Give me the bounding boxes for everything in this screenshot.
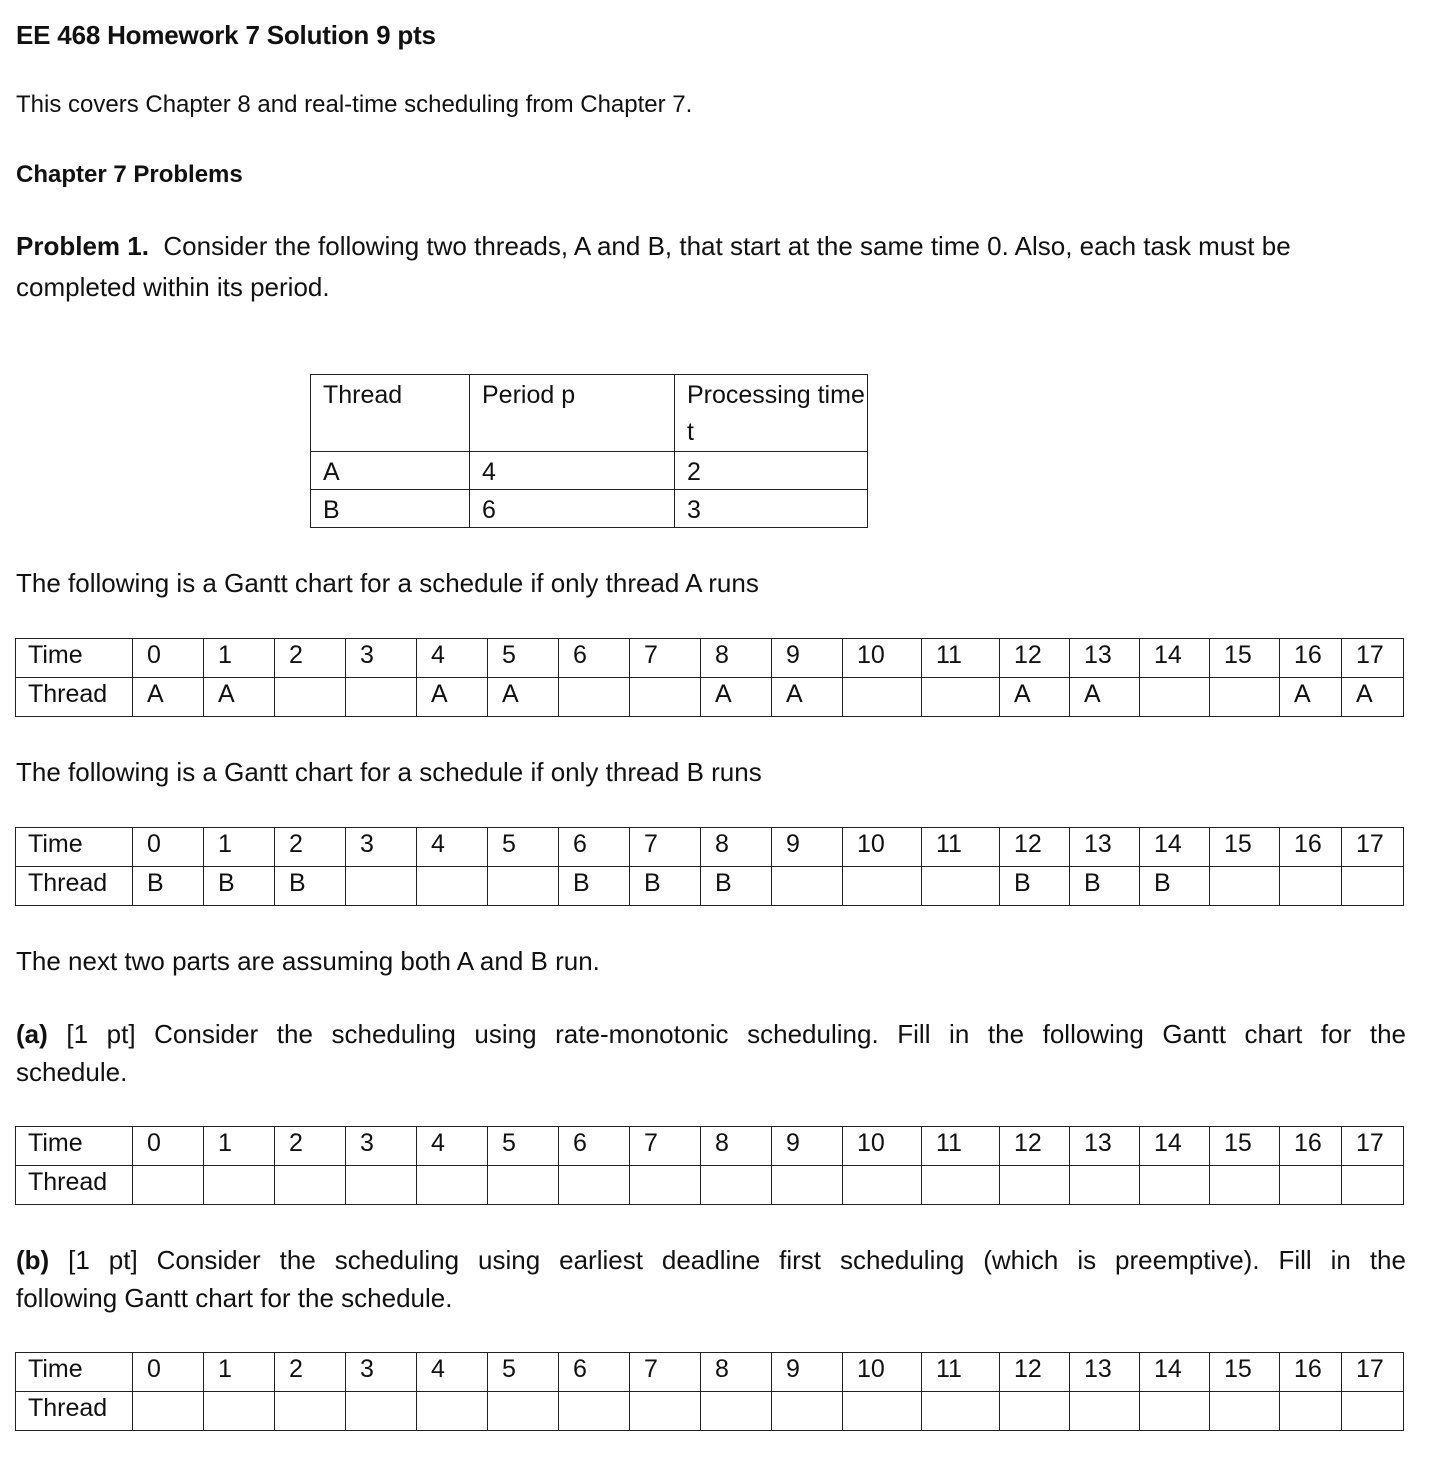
thread-cell[interactable]	[701, 1392, 772, 1431]
header-processing-time: Processing time t	[675, 375, 868, 452]
part-a-body-continued: schedule.	[16, 1057, 128, 1087]
thread-cell	[346, 678, 417, 717]
time-cell: 3	[346, 828, 417, 867]
time-cell: 4	[417, 639, 488, 678]
thread-cell: A	[204, 678, 275, 717]
part-b-body-continued: following Gantt chart for the schedule.	[16, 1283, 453, 1313]
time-cell: 8	[701, 639, 772, 678]
thread-cell[interactable]	[417, 1166, 488, 1205]
thread-cell	[346, 867, 417, 906]
cell-thread: B	[311, 490, 470, 528]
gantt-table	[15, 638, 1404, 717]
thread-cell[interactable]	[1342, 1166, 1404, 1205]
time-cell: 13	[1070, 828, 1140, 867]
both-run-note: The next two parts are assuming both A and B run.	[16, 946, 600, 976]
row-label-time: Time	[16, 828, 133, 867]
cell-period: 6	[470, 490, 675, 528]
time-cell: 5	[488, 1127, 559, 1166]
thread-cell: B	[1000, 867, 1070, 906]
time-cell: 0	[133, 639, 204, 678]
time-cell: 16	[1280, 1127, 1342, 1166]
thread-cell	[1210, 867, 1280, 906]
thread-cell: A	[701, 678, 772, 717]
row-label-time: Time	[16, 639, 133, 678]
thread-cell: B	[1070, 867, 1140, 906]
thread-cell[interactable]	[559, 1392, 630, 1431]
cell-time: 2	[675, 452, 868, 490]
thread-cell[interactable]	[133, 1166, 204, 1205]
header-period: Period p	[470, 375, 675, 452]
part-b-body: [1 pt] Consider the scheduling using earliest deadline first scheduling (which is preemptive). Fill in the	[68, 1245, 1406, 1275]
time-cell: 17	[1342, 1353, 1404, 1392]
thread-cell[interactable]	[630, 1166, 701, 1205]
row-label-time: Time	[16, 1127, 133, 1166]
thread-cell	[922, 867, 1000, 906]
thread-cell[interactable]	[417, 1392, 488, 1431]
thread-cell	[1280, 867, 1342, 906]
thread-cell: A	[1070, 678, 1140, 717]
thread-cell[interactable]	[488, 1392, 559, 1431]
part-a-label: (a)	[16, 1019, 48, 1049]
thread-cell[interactable]	[843, 1392, 922, 1431]
time-cell: 2	[275, 1127, 346, 1166]
row-label-thread: Thread	[16, 678, 133, 717]
thread-cell	[922, 678, 1000, 717]
time-cell: 17	[1342, 828, 1404, 867]
thread-cell[interactable]	[1210, 1392, 1280, 1431]
time-cell: 3	[346, 639, 417, 678]
thread-cell: A	[1000, 678, 1070, 717]
thread-cell	[772, 867, 843, 906]
time-cell: 7	[630, 639, 701, 678]
time-cell: 11	[922, 828, 1000, 867]
part-a-text	[16, 1015, 1406, 1091]
time-cell: 12	[1000, 1353, 1070, 1392]
time-cell: 15	[1210, 639, 1280, 678]
time-cell: 17	[1342, 1127, 1404, 1166]
time-cell: 4	[417, 1353, 488, 1392]
thread-cell[interactable]	[1342, 1392, 1404, 1431]
time-cell: 10	[843, 1353, 922, 1392]
thread-cell[interactable]	[630, 1392, 701, 1431]
time-cell: 4	[417, 1127, 488, 1166]
cell-period: 4	[470, 452, 675, 490]
thread-cell[interactable]	[346, 1392, 417, 1431]
time-cell: 0	[133, 1127, 204, 1166]
thread-cell[interactable]	[1280, 1166, 1342, 1205]
time-cell: 9	[772, 639, 843, 678]
thread-cell: A	[488, 678, 559, 717]
thread-cell[interactable]	[1070, 1166, 1140, 1205]
thread-cell[interactable]	[843, 1166, 922, 1205]
time-cell: 5	[488, 639, 559, 678]
time-cell: 10	[843, 828, 922, 867]
thread-cell: B	[630, 867, 701, 906]
time-cell: 16	[1280, 1353, 1342, 1392]
time-cell: 12	[1000, 1127, 1070, 1166]
header-thread: Thread	[311, 375, 470, 452]
gantt-a-caption: The following is a Gantt chart for a schedule if only thread A runs	[16, 568, 759, 598]
gantt-chart-b	[15, 827, 1404, 906]
time-cell: 16	[1280, 828, 1342, 867]
time-cell: 11	[922, 1353, 1000, 1392]
time-cell: 1	[204, 828, 275, 867]
cell-time: 3	[675, 490, 868, 528]
time-cell: 8	[701, 828, 772, 867]
time-cell: 16	[1280, 639, 1342, 678]
time-cell: 7	[630, 1127, 701, 1166]
thread-cell[interactable]	[204, 1166, 275, 1205]
time-cell: 6	[559, 828, 630, 867]
time-cell: 6	[559, 639, 630, 678]
time-cell: 3	[346, 1353, 417, 1392]
time-cell: 11	[922, 639, 1000, 678]
thread-cell: B	[1140, 867, 1210, 906]
thread-cell[interactable]	[275, 1392, 346, 1431]
thread-cell	[417, 867, 488, 906]
thread-cell	[1140, 678, 1210, 717]
time-cell: 13	[1070, 1127, 1140, 1166]
gantt-chart-a	[15, 638, 1404, 717]
time-cell: 14	[1140, 639, 1210, 678]
time-cell: 14	[1140, 1353, 1210, 1392]
thread-cell: A	[772, 678, 843, 717]
time-cell: 8	[701, 1353, 772, 1392]
row-label-time: Time	[16, 1353, 133, 1392]
gantt-b-caption: The following is a Gantt chart for a schedule if only thread B runs	[16, 757, 762, 787]
thread-cell	[843, 867, 922, 906]
time-cell: 9	[772, 1127, 843, 1166]
time-cell: 0	[133, 1353, 204, 1392]
thread-cell[interactable]	[1140, 1392, 1210, 1431]
thread-cell: B	[133, 867, 204, 906]
thread-info-table	[310, 374, 868, 528]
thread-cell[interactable]	[204, 1392, 275, 1431]
time-cell: 2	[275, 639, 346, 678]
time-cell: 10	[843, 1127, 922, 1166]
time-cell: 1	[204, 1353, 275, 1392]
thread-cell: B	[701, 867, 772, 906]
thread-cell: B	[204, 867, 275, 906]
time-cell: 4	[417, 828, 488, 867]
time-cell: 3	[346, 1127, 417, 1166]
thread-cell[interactable]	[772, 1166, 843, 1205]
thread-cell[interactable]	[922, 1392, 1000, 1431]
thread-cell[interactable]	[275, 1166, 346, 1205]
thread-cell	[1342, 867, 1404, 906]
thread-cell[interactable]	[559, 1166, 630, 1205]
thread-cell[interactable]	[1070, 1392, 1140, 1431]
row-label-thread: Thread	[16, 1166, 133, 1205]
thread-cell: B	[275, 867, 346, 906]
cell-thread: A	[311, 452, 470, 490]
time-cell: 2	[275, 828, 346, 867]
time-cell: 17	[1342, 639, 1404, 678]
gantt-table	[15, 1352, 1404, 1431]
thread-cell[interactable]	[1000, 1166, 1070, 1205]
thread-cell: A	[417, 678, 488, 717]
thread-cell[interactable]	[488, 1166, 559, 1205]
thread-cell	[1210, 678, 1280, 717]
problem1-label: Problem 1.	[16, 231, 149, 261]
problem1-text	[16, 226, 1406, 308]
time-cell: 10	[843, 639, 922, 678]
gantt-table	[15, 1126, 1404, 1205]
thread-cell	[488, 867, 559, 906]
time-cell: 13	[1070, 639, 1140, 678]
time-cell: 13	[1070, 1353, 1140, 1392]
time-cell: 2	[275, 1353, 346, 1392]
thread-cell[interactable]	[701, 1166, 772, 1205]
thread-cell[interactable]	[1000, 1392, 1070, 1431]
time-cell: 5	[488, 1353, 559, 1392]
gantt-chart-edf	[15, 1352, 1404, 1431]
thread-cell[interactable]	[1280, 1392, 1342, 1431]
part-b-text	[16, 1241, 1406, 1317]
time-cell: 1	[204, 1127, 275, 1166]
thread-cell	[275, 678, 346, 717]
part-a-body: [1 pt] Consider the scheduling using rate-monotonic scheduling. Fill in the following Gantt chart for the	[66, 1019, 1406, 1049]
time-cell: 15	[1210, 1127, 1280, 1166]
gantt-chart-rms	[15, 1126, 1404, 1205]
intro-text: This covers Chapter 8 and real-time scheduling from Chapter 7.	[16, 91, 693, 118]
time-cell: 0	[133, 828, 204, 867]
gantt-table	[15, 827, 1404, 906]
section-heading: Chapter 7 Problems	[16, 161, 243, 188]
thread-cell	[843, 678, 922, 717]
time-cell: 6	[559, 1353, 630, 1392]
time-cell: 9	[772, 1353, 843, 1392]
time-cell: 8	[701, 1127, 772, 1166]
thread-cell: A	[1280, 678, 1342, 717]
time-cell: 12	[1000, 828, 1070, 867]
thread-cell[interactable]	[772, 1392, 843, 1431]
time-cell: 12	[1000, 639, 1070, 678]
thread-cell[interactable]	[346, 1166, 417, 1205]
time-cell: 15	[1210, 1353, 1280, 1392]
thread-cell[interactable]	[1140, 1166, 1210, 1205]
thread-cell[interactable]	[922, 1166, 1000, 1205]
thread-cell: A	[1342, 678, 1404, 717]
problem1-body: Consider the following two threads, A and B, that start at the same time 0. Also, each task must be completed within its period.	[16, 231, 1291, 302]
time-cell: 14	[1140, 1127, 1210, 1166]
part-b-label: (b)	[16, 1245, 50, 1275]
row-label-thread: Thread	[16, 867, 133, 906]
time-cell: 14	[1140, 828, 1210, 867]
time-cell: 1	[204, 639, 275, 678]
thread-cell	[559, 678, 630, 717]
document-title: EE 468 Homework 7 Solution 9 pts	[16, 20, 436, 50]
thread-cell	[630, 678, 701, 717]
time-cell: 7	[630, 828, 701, 867]
time-cell: 7	[630, 1353, 701, 1392]
thread-cell[interactable]	[1210, 1166, 1280, 1205]
row-label-thread: Thread	[16, 1392, 133, 1431]
thread-cell[interactable]	[133, 1392, 204, 1431]
time-cell: 5	[488, 828, 559, 867]
time-cell: 11	[922, 1127, 1000, 1166]
thread-cell: A	[133, 678, 204, 717]
thread-cell: B	[559, 867, 630, 906]
time-cell: 15	[1210, 828, 1280, 867]
time-cell: 9	[772, 828, 843, 867]
time-cell: 6	[559, 1127, 630, 1166]
